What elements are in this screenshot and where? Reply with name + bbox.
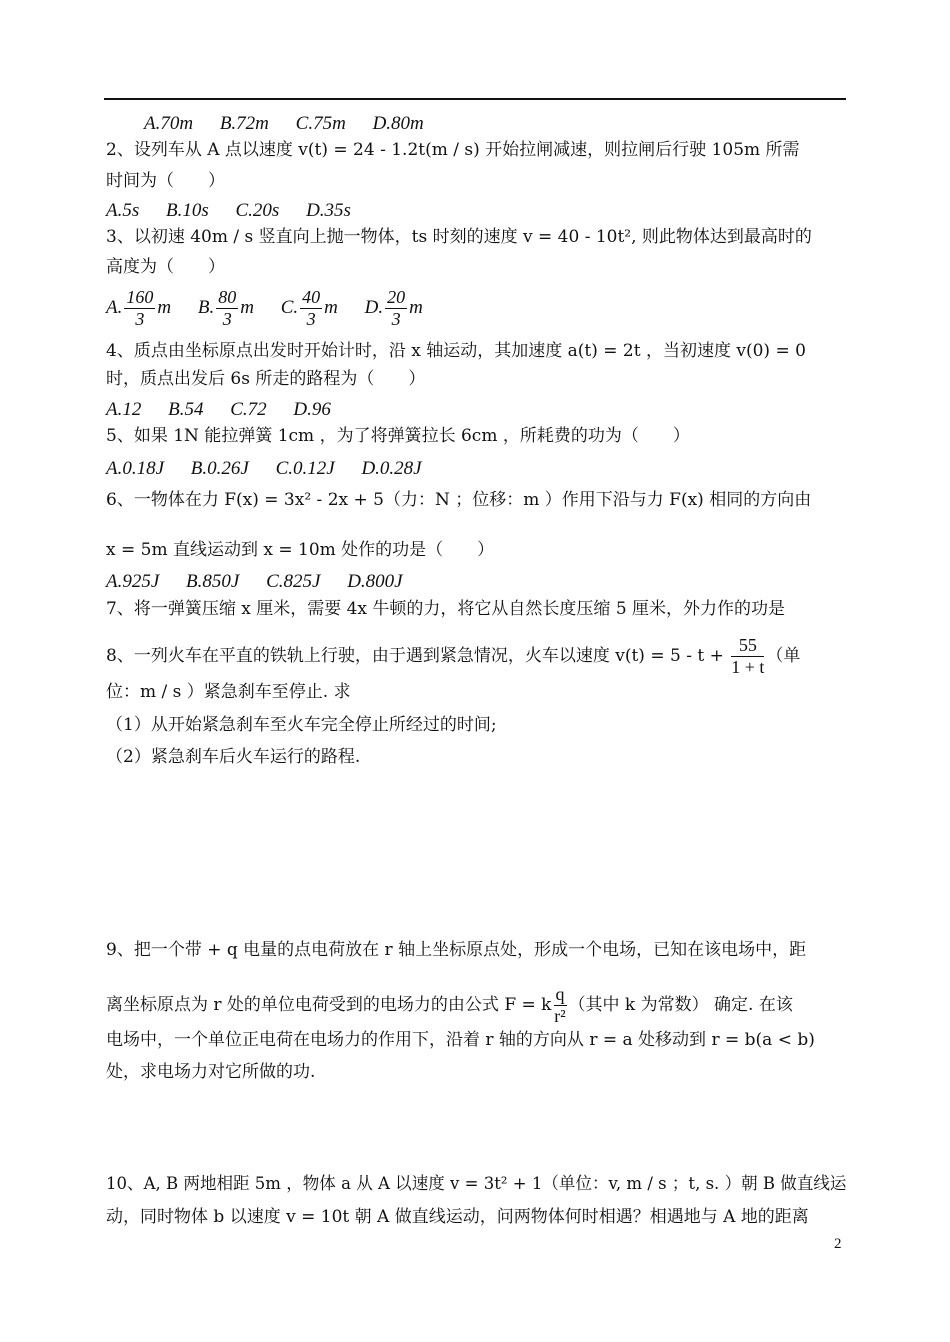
q8-line2: 位：m / s ）紧急刹车至停止. 求 (106, 682, 351, 702)
q5-options (106, 459, 444, 478)
q2-options (106, 201, 373, 220)
q5-option-d: D.0.28J (361, 458, 422, 479)
q6-option-c: C.825J (266, 571, 321, 592)
q1-option-a: A.70m (144, 113, 194, 134)
q2-option-b: B.10s (166, 200, 209, 221)
q5-option-c: C.0.12J (275, 458, 335, 479)
q4-option-d: D.96 (293, 399, 331, 420)
q1-option-c: C.75m (295, 113, 346, 134)
q9-line3: 电场中，一个单位正电荷在电场力的作用下，沿着 r 轴的方向从 r = a 处移动到 r = b(a < b) (106, 1030, 815, 1050)
q6-line1: 6、一物体在力 F(x) = 3x² - 2x + 5（力：N ；位移：m ）作用下沿与力 F(x) 相同的方向由 (106, 490, 812, 510)
q1-options (144, 114, 446, 133)
q5-line1: 5、如果 1N 能拉弹簧 1cm ，为了将弹簧拉长 6cm ，所耗费的功为（ ） (106, 426, 690, 446)
q5-option-b: B.0.26J (190, 458, 249, 479)
q2-option-d: D.35s (306, 200, 351, 221)
q2-option-a: A.5s (106, 200, 140, 221)
q9-fraction: $\frac{q}{\text{r²}}$ (554, 984, 566, 1026)
q1-option-b: B.72m (219, 113, 269, 134)
q4-option-c: C.72 (230, 399, 267, 420)
q6-option-b: B.850J (186, 571, 240, 592)
q2-line1: 2、设列车从 A 点以速度 v(t) = 24 - 1.2t(m / s) 开始拉闸减速，则拉闸后行驶 105m 所需 (106, 140, 800, 160)
q3-option-a: A. $\frac{160}{3}$ m (106, 287, 172, 329)
q2-line2: 时间为（ ） (106, 171, 225, 191)
q8-line1: 8、一列火车在平直的铁轨上行驶，由于遇到紧急情况，火车以速度 v(t) = 5 - t + $\frac{55}{1 + t}$ （单 (106, 635, 801, 677)
q5-option-a: A.0.18J (106, 458, 165, 479)
q4-line1: 4、质点由坐标原点出发时开始计时，沿 x 轴运动，其加速度 a(t) = 2t ，当初速度 v(0) = 0 (106, 341, 806, 361)
q8-line4: （2）紧急刹车后火车运行的路程. (106, 747, 361, 767)
q10-line1: 10、A, B 两地相距 5m ，物体 a 从 A 以速度 v = 3t² + 1（单位：v, m / s ；t, s. ）朝 B 做直线运 (106, 1174, 847, 1194)
q9-line2: 离坐标原点为 r 处的单位电荷受到的电场力的由公式 F = k $\frac{q}{\text{r²}}$ （其中 k 为常数） 确定. 在该 (106, 984, 793, 1026)
q6-options (106, 572, 425, 591)
q2-option-c: C.20s (235, 200, 280, 221)
q4-line2: 时，质点出发后 6s 所走的路程为（ ） (106, 369, 426, 389)
q6-option-d: D.800J (347, 571, 403, 592)
header-rule (104, 98, 846, 100)
q3-option-c: C. $\frac{40}{3}$ m (280, 287, 338, 329)
q8-line3: （1）从开始紧急刹车至火车完全停止所经过的时间; (106, 715, 497, 735)
page-number: 2 (834, 1236, 842, 1252)
q7-line1: 7、将一弹簧压缩 x 厘米，需要 4x 牛顿的力，将它从自然长度压缩 5 厘米，外力作的功是 (106, 599, 786, 619)
q3-options (106, 288, 423, 329)
q3-line1: 3、以初速 40m / s 竖直向上抛一物体，ts 时刻的速度 v = 40 - 10t², 则此物体达到最高时的 (106, 227, 812, 247)
q9-line1: 9、把一个带 + q 电量的点电荷放在 r 轴上坐标原点处，形成一个电场，已知在该电场中，距 (106, 940, 807, 960)
q6-line2: x = 5m 直线运动到 x = 10m 处作的功是（ ） (106, 540, 495, 560)
q3-line2: 高度为（ ） (106, 257, 225, 277)
q4-options (106, 400, 353, 419)
q3-option-d: D. $\frac{20}{3}$ m (364, 287, 423, 329)
q4-option-a: A.12 (106, 399, 142, 420)
q6-option-a: A.925J (106, 571, 160, 592)
q4-option-b: B.54 (168, 399, 204, 420)
q3-option-b: B. $\frac{80}{3}$ m (197, 287, 254, 329)
q10-line2: 动，同时物体 b 以速度 v = 10t 朝 A 做直线运动，问两物体何时相遇？相遇地与 A 地的距离 (106, 1207, 809, 1227)
q1-option-d: D.80m (372, 113, 424, 134)
q8-fraction: $\frac{55}{1 + t}$ (731, 635, 765, 677)
q9-line4: 处，求电场力对它所做的功. (106, 1062, 316, 1082)
